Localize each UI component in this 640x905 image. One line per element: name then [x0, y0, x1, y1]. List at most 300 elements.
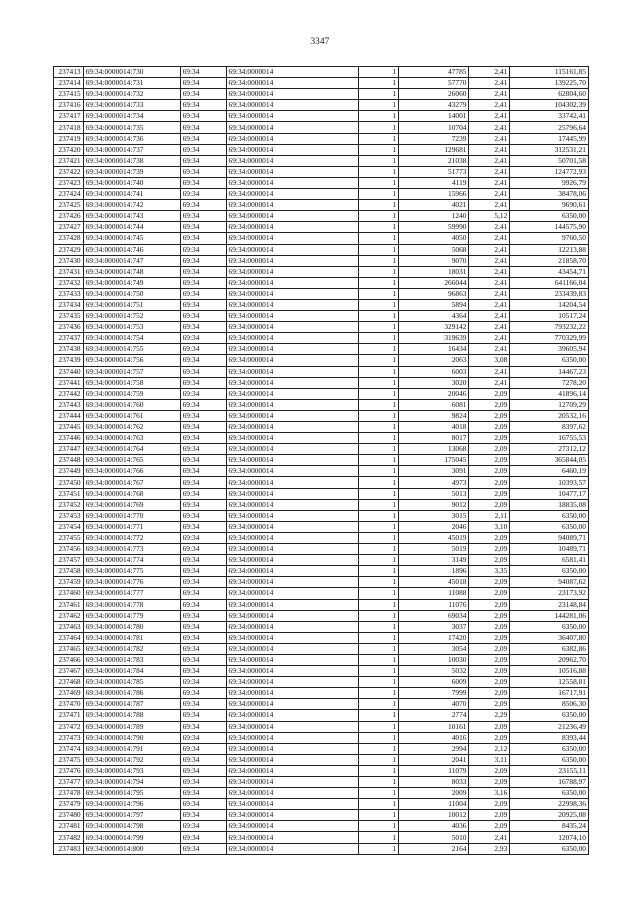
cadastral-value-cell: 6350,00: [510, 743, 589, 754]
region-code-cell: 69:34: [180, 821, 226, 832]
quarter-number-cell: 69:34:0000014: [226, 765, 359, 776]
quarter-number-cell: 69:34:0000014: [226, 477, 359, 488]
table-row: [54, 610, 589, 621]
table-row: [54, 288, 589, 299]
area-cell: 1896: [399, 566, 469, 577]
table-row: [54, 788, 589, 799]
rate-cell: 2,41: [469, 344, 510, 355]
table-row: [54, 177, 589, 188]
rate-cell: 2,09: [469, 654, 510, 665]
table-row: [54, 721, 589, 732]
table-row: [54, 599, 589, 610]
record-id-cell: 237441: [54, 377, 84, 388]
region-code-cell: 69:34: [180, 333, 226, 344]
quarter-number-cell: 69:34:0000014: [226, 532, 359, 543]
cadastral-number-cell: 69:34:0000014:730: [83, 67, 180, 78]
cadastral-number-cell: 69:34:0000014:775: [83, 566, 180, 577]
cadastral-value-cell: 6581,41: [510, 555, 589, 566]
rate-cell: 2,41: [469, 233, 510, 244]
region-code-cell: 69:34: [180, 632, 226, 643]
table-row: [54, 444, 589, 455]
region-code-cell: 69:34: [180, 666, 226, 677]
quarter-number-cell: 69:34:0000014: [226, 577, 359, 588]
region-code-cell: 69:34: [180, 477, 226, 488]
quarter-number-cell: 69:34:0000014: [226, 654, 359, 665]
record-id-cell: 237466: [54, 654, 84, 665]
count-cell: 1: [359, 189, 399, 200]
count-cell: 1: [359, 588, 399, 599]
table-row: [54, 388, 589, 399]
region-code-cell: 69:34: [180, 155, 226, 166]
count-cell: 1: [359, 444, 399, 455]
area-cell: 3091: [399, 466, 469, 477]
area-cell: 4018: [399, 422, 469, 433]
table-row: [54, 122, 589, 133]
area-cell: 59990: [399, 222, 469, 233]
record-id-cell: 237417: [54, 111, 84, 122]
area-cell: 57770: [399, 78, 469, 89]
cadastral-number-cell: 69:34:0000014:732: [83, 89, 180, 100]
region-code-cell: 69:34: [180, 67, 226, 78]
rate-cell: 2,09: [469, 810, 510, 821]
cadastral-value-cell: 793232,22: [510, 322, 589, 333]
cadastral-number-cell: 69:34:0000014:747: [83, 255, 180, 266]
record-id-cell: 237463: [54, 621, 84, 632]
table-row: [54, 477, 589, 488]
area-cell: 16434: [399, 344, 469, 355]
count-cell: 1: [359, 721, 399, 732]
cadastral-number-cell: 69:34:0000014:794: [83, 777, 180, 788]
area-cell: 9824: [399, 410, 469, 421]
region-code-cell: 69:34: [180, 544, 226, 555]
area-cell: 17420: [399, 632, 469, 643]
cadastral-number-cell: 69:34:0000014:790: [83, 732, 180, 743]
table-row: [54, 555, 589, 566]
record-id-cell: 237427: [54, 222, 84, 233]
area-cell: 4021: [399, 200, 469, 211]
region-code-cell: 69:34: [180, 222, 226, 233]
cadastral-value-cell: 17445,99: [510, 133, 589, 144]
quarter-number-cell: 69:34:0000014: [226, 444, 359, 455]
cadastral-number-cell: 69:34:0000014:787: [83, 699, 180, 710]
cadastral-value-cell: 10517,24: [510, 311, 589, 322]
table-row: [54, 843, 589, 854]
count-cell: 1: [359, 477, 399, 488]
cadastral-value-cell: 9760,50: [510, 233, 589, 244]
cadastral-value-cell: 50701,58: [510, 155, 589, 166]
rate-cell: 2,41: [469, 311, 510, 322]
quarter-number-cell: 69:34:0000014: [226, 133, 359, 144]
area-cell: 2774: [399, 710, 469, 721]
table-row: [54, 754, 589, 765]
cadastral-value-cell: 36407,80: [510, 632, 589, 643]
cadastral-number-cell: 69:34:0000014:783: [83, 654, 180, 665]
table-row: [54, 89, 589, 100]
record-id-cell: 237458: [54, 566, 84, 577]
quarter-number-cell: 69:34:0000014: [226, 333, 359, 344]
region-code-cell: 69:34: [180, 299, 226, 310]
cadastral-number-cell: 69:34:0000014:799: [83, 832, 180, 843]
rate-cell: 2,09: [469, 422, 510, 433]
quarter-number-cell: 69:34:0000014: [226, 399, 359, 410]
record-id-cell: 237424: [54, 189, 84, 200]
region-code-cell: 69:34: [180, 78, 226, 89]
cadastral-number-cell: 69:34:0000014:735: [83, 122, 180, 133]
record-id-cell: 237478: [54, 788, 84, 799]
count-cell: 1: [359, 821, 399, 832]
quarter-number-cell: 69:34:0000014: [226, 777, 359, 788]
count-cell: 1: [359, 211, 399, 222]
area-cell: 10030: [399, 654, 469, 665]
count-cell: 1: [359, 788, 399, 799]
quarter-number-cell: 69:34:0000014: [226, 78, 359, 89]
cadastral-value-cell: 25796,64: [510, 122, 589, 133]
region-code-cell: 69:34: [180, 510, 226, 521]
count-cell: 1: [359, 555, 399, 566]
quarter-number-cell: 69:34:0000014: [226, 155, 359, 166]
count-cell: 1: [359, 311, 399, 322]
cadastral-number-cell: 69:34:0000014:760: [83, 399, 180, 410]
rate-cell: 3,11: [469, 754, 510, 765]
cadastral-value-cell: 9690,61: [510, 200, 589, 211]
cadastral-number-cell: 69:34:0000014:757: [83, 366, 180, 377]
area-cell: 47785: [399, 67, 469, 78]
record-id-cell: 237480: [54, 810, 84, 821]
cadastral-number-cell: 69:34:0000014:777: [83, 588, 180, 599]
region-code-cell: 69:34: [180, 211, 226, 222]
record-id-cell: 237474: [54, 743, 84, 754]
cadastral-value-cell: 38478,06: [510, 189, 589, 200]
count-cell: 1: [359, 699, 399, 710]
region-code-cell: 69:34: [180, 89, 226, 100]
count-cell: 1: [359, 488, 399, 499]
cadastral-value-cell: 144281,06: [510, 610, 589, 621]
rate-cell: 2,41: [469, 144, 510, 155]
rate-cell: 2,09: [469, 610, 510, 621]
cadastral-number-cell: 69:34:0000014:756: [83, 355, 180, 366]
region-code-cell: 69:34: [180, 100, 226, 111]
area-cell: 4070: [399, 699, 469, 710]
table-row: [54, 277, 589, 288]
cadastral-value-cell: 62804,60: [510, 89, 589, 100]
rate-cell: 2,41: [469, 299, 510, 310]
area-cell: 3015: [399, 510, 469, 521]
rate-cell: 2,41: [469, 222, 510, 233]
region-code-cell: 69:34: [180, 499, 226, 510]
cadastral-value-cell: 43454,71: [510, 266, 589, 277]
cadastral-value-cell: 8506,30: [510, 699, 589, 710]
cadastral-value-cell: 16755,53: [510, 433, 589, 444]
area-cell: 4364: [399, 311, 469, 322]
rate-cell: 2,41: [469, 166, 510, 177]
region-code-cell: 69:34: [180, 255, 226, 266]
count-cell: 1: [359, 399, 399, 410]
cadastral-value-cell: 6350,00: [510, 566, 589, 577]
table-row: [54, 666, 589, 677]
cadastral-number-cell: 69:34:0000014:743: [83, 211, 180, 222]
rate-cell: 2,09: [469, 777, 510, 788]
region-code-cell: 69:34: [180, 599, 226, 610]
record-id-cell: 237454: [54, 521, 84, 532]
count-cell: 1: [359, 299, 399, 310]
cadastral-value-cell: 94087,62: [510, 577, 589, 588]
table-row: [54, 133, 589, 144]
rate-cell: 2,09: [469, 765, 510, 776]
cadastral-number-cell: 69:34:0000014:774: [83, 555, 180, 566]
table-row: [54, 333, 589, 344]
cadastral-value-cell: 12558,81: [510, 677, 589, 688]
quarter-number-cell: 69:34:0000014: [226, 588, 359, 599]
record-id-cell: 237429: [54, 244, 84, 255]
count-cell: 1: [359, 144, 399, 155]
record-id-cell: 237457: [54, 555, 84, 566]
area-cell: 21038: [399, 155, 469, 166]
record-id-cell: 237445: [54, 422, 84, 433]
table-row: [54, 699, 589, 710]
count-cell: 1: [359, 799, 399, 810]
area-cell: 43279: [399, 100, 469, 111]
area-cell: 6003: [399, 366, 469, 377]
quarter-number-cell: 69:34:0000014: [226, 632, 359, 643]
quarter-number-cell: 69:34:0000014: [226, 89, 359, 100]
cadastral-value-cell: 7278,20: [510, 377, 589, 388]
area-cell: 2164: [399, 843, 469, 854]
cadastral-number-cell: 69:34:0000014:740: [83, 177, 180, 188]
area-cell: 20046: [399, 388, 469, 399]
count-cell: 1: [359, 433, 399, 444]
area-cell: 5010: [399, 832, 469, 843]
record-id-cell: 237470: [54, 699, 84, 710]
area-cell: 11076: [399, 599, 469, 610]
count-cell: 1: [359, 643, 399, 654]
table-row: [54, 266, 589, 277]
cadastral-number-cell: 69:34:0000014:731: [83, 78, 180, 89]
quarter-number-cell: 69:34:0000014: [226, 710, 359, 721]
cadastral-number-cell: 69:34:0000014:748: [83, 266, 180, 277]
quarter-number-cell: 69:34:0000014: [226, 544, 359, 555]
rate-cell: 2,09: [469, 721, 510, 732]
rate-cell: 2,09: [469, 688, 510, 699]
record-id-cell: 237448: [54, 455, 84, 466]
count-cell: 1: [359, 666, 399, 677]
rate-cell: 2,41: [469, 200, 510, 211]
count-cell: 1: [359, 366, 399, 377]
area-cell: 7999: [399, 688, 469, 699]
area-cell: 11079: [399, 765, 469, 776]
record-id-cell: 237447: [54, 444, 84, 455]
rate-cell: 2,09: [469, 433, 510, 444]
record-id-cell: 237451: [54, 488, 84, 499]
region-code-cell: 69:34: [180, 388, 226, 399]
count-cell: 1: [359, 377, 399, 388]
cadastral-value-cell: 18835,08: [510, 499, 589, 510]
record-id-cell: 237442: [54, 388, 84, 399]
record-id-cell: 237431: [54, 266, 84, 277]
record-id-cell: 237477: [54, 777, 84, 788]
region-code-cell: 69:34: [180, 277, 226, 288]
area-cell: 5019: [399, 544, 469, 555]
quarter-number-cell: 69:34:0000014: [226, 699, 359, 710]
cadastral-value-cell: 6350,00: [510, 788, 589, 799]
table-row: [54, 765, 589, 776]
area-cell: 4016: [399, 732, 469, 743]
region-code-cell: 69:34: [180, 743, 226, 754]
table-row: [54, 244, 589, 255]
area-cell: 2994: [399, 743, 469, 754]
region-code-cell: 69:34: [180, 266, 226, 277]
cadastral-number-cell: 69:34:0000014:761: [83, 410, 180, 421]
table-row: [54, 355, 589, 366]
rate-cell: 2,41: [469, 100, 510, 111]
record-id-cell: 237416: [54, 100, 84, 111]
area-cell: 266044: [399, 277, 469, 288]
region-code-cell: 69:34: [180, 133, 226, 144]
rate-cell: 2,41: [469, 189, 510, 200]
count-cell: 1: [359, 388, 399, 399]
count-cell: 1: [359, 244, 399, 255]
quarter-number-cell: 69:34:0000014: [226, 677, 359, 688]
area-cell: 4973: [399, 477, 469, 488]
cadastral-value-cell: 23155,11: [510, 765, 589, 776]
cadastral-number-cell: 69:34:0000014:778: [83, 599, 180, 610]
count-cell: 1: [359, 544, 399, 555]
region-code-cell: 69:34: [180, 754, 226, 765]
rate-cell: 2,41: [469, 89, 510, 100]
cadastral-number-cell: 69:34:0000014:738: [83, 155, 180, 166]
region-code-cell: 69:34: [180, 288, 226, 299]
area-cell: 5068: [399, 244, 469, 255]
area-cell: 51773: [399, 166, 469, 177]
count-cell: 1: [359, 843, 399, 854]
area-cell: 8017: [399, 433, 469, 444]
quarter-number-cell: 69:34:0000014: [226, 100, 359, 111]
area-cell: 9012: [399, 499, 469, 510]
quarter-number-cell: 69:34:0000014: [226, 266, 359, 277]
region-code-cell: 69:34: [180, 111, 226, 122]
cadastral-value-cell: 41896,14: [510, 388, 589, 399]
table-row: [54, 189, 589, 200]
table-row: [54, 166, 589, 177]
cadastral-value-cell: 94089,71: [510, 532, 589, 543]
cadastral-number-cell: 69:34:0000014:773: [83, 544, 180, 555]
record-id-cell: 237455: [54, 532, 84, 543]
count-cell: 1: [359, 710, 399, 721]
cadastral-number-cell: 69:34:0000014:746: [83, 244, 180, 255]
region-code-cell: 69:34: [180, 677, 226, 688]
record-id-cell: 237459: [54, 577, 84, 588]
rate-cell: 2,41: [469, 288, 510, 299]
cadastral-value-cell: 22998,36: [510, 799, 589, 810]
count-cell: 1: [359, 621, 399, 632]
cadastral-number-cell: 69:34:0000014:749: [83, 277, 180, 288]
cadastral-number-cell: 69:34:0000014:734: [83, 111, 180, 122]
cadastral-value-cell: 10516,88: [510, 666, 589, 677]
record-id-cell: 237446: [54, 433, 84, 444]
region-code-cell: 69:34: [180, 244, 226, 255]
quarter-number-cell: 69:34:0000014: [226, 410, 359, 421]
cadastral-value-cell: 6350,00: [510, 211, 589, 222]
rate-cell: 2,41: [469, 122, 510, 133]
region-code-cell: 69:34: [180, 777, 226, 788]
cadastral-number-cell: 69:34:0000014:741: [83, 189, 180, 200]
area-cell: 319639: [399, 333, 469, 344]
region-code-cell: 69:34: [180, 532, 226, 543]
cadastral-value-cell: 6382,86: [510, 643, 589, 654]
quarter-number-cell: 69:34:0000014: [226, 433, 359, 444]
count-cell: 1: [359, 599, 399, 610]
record-id-cell: 237443: [54, 399, 84, 410]
cadastral-value-cell: 144575,90: [510, 222, 589, 233]
cadastral-value-cell: 12709,29: [510, 399, 589, 410]
record-id-cell: 237452: [54, 499, 84, 510]
area-cell: 3020: [399, 377, 469, 388]
rate-cell: 2,09: [469, 477, 510, 488]
quarter-number-cell: 69:34:0000014: [226, 377, 359, 388]
region-code-cell: 69:34: [180, 166, 226, 177]
table-row: [54, 577, 589, 588]
table-row: [54, 821, 589, 832]
cadastral-value-cell: 6460,19: [510, 466, 589, 477]
count-cell: 1: [359, 499, 399, 510]
region-code-cell: 69:34: [180, 399, 226, 410]
record-id-cell: 237483: [54, 843, 84, 854]
table-row: [54, 399, 589, 410]
cadastral-value-cell: 27312,12: [510, 444, 589, 455]
cadastral-number-cell: 69:34:0000014:792: [83, 754, 180, 765]
record-id-cell: 237462: [54, 610, 84, 621]
cadastral-value-cell: 641166,04: [510, 277, 589, 288]
quarter-number-cell: 69:34:0000014: [226, 821, 359, 832]
table-row: [54, 510, 589, 521]
cadastral-number-cell: 69:34:0000014:751: [83, 299, 180, 310]
quarter-number-cell: 69:34:0000014: [226, 255, 359, 266]
cadastral-number-cell: 69:34:0000014:770: [83, 510, 180, 521]
cadastral-number-cell: 69:34:0000014:791: [83, 743, 180, 754]
region-code-cell: 69:34: [180, 621, 226, 632]
rate-cell: 2,09: [469, 388, 510, 399]
rate-cell: 2,09: [469, 666, 510, 677]
table-row: [54, 777, 589, 788]
rate-cell: 2,11: [469, 510, 510, 521]
count-cell: 1: [359, 100, 399, 111]
record-id-cell: 237420: [54, 144, 84, 155]
quarter-number-cell: 69:34:0000014: [226, 521, 359, 532]
area-cell: 10012: [399, 810, 469, 821]
table-row: [54, 410, 589, 421]
region-code-cell: 69:34: [180, 765, 226, 776]
area-cell: 11004: [399, 799, 469, 810]
table-row: [54, 832, 589, 843]
quarter-number-cell: 69:34:0000014: [226, 832, 359, 843]
record-id-cell: 237469: [54, 688, 84, 699]
rate-cell: 3,10: [469, 521, 510, 532]
cadastral-value-cell: 6350,00: [510, 843, 589, 854]
count-cell: 1: [359, 732, 399, 743]
cadastral-value-cell: 20925,08: [510, 810, 589, 821]
quarter-number-cell: 69:34:0000014: [226, 799, 359, 810]
quarter-number-cell: 69:34:0000014: [226, 388, 359, 399]
cadastral-value-cell: 14467,23: [510, 366, 589, 377]
count-cell: 1: [359, 166, 399, 177]
region-code-cell: 69:34: [180, 422, 226, 433]
region-code-cell: 69:34: [180, 410, 226, 421]
record-id-cell: 237482: [54, 832, 84, 843]
area-cell: 7239: [399, 133, 469, 144]
cadastral-number-cell: 69:34:0000014:758: [83, 377, 180, 388]
table-row: [54, 632, 589, 643]
area-cell: 45019: [399, 532, 469, 543]
area-cell: 69034: [399, 610, 469, 621]
